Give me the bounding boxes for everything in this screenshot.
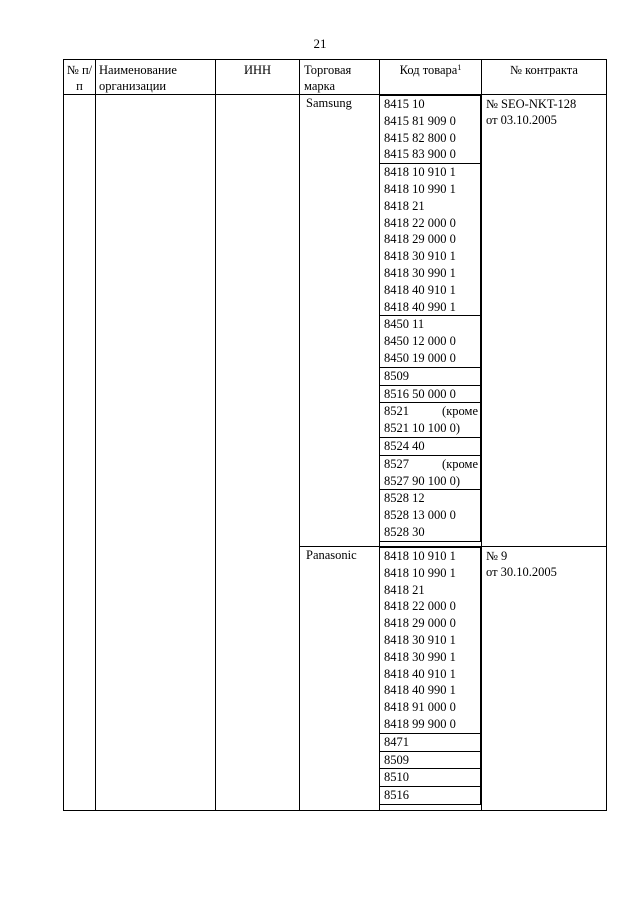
product-code: 8450 19 000 0 (384, 350, 456, 365)
product-code: 8418 22 000 0 (384, 599, 456, 614)
product-code: 8524 40 (384, 438, 425, 453)
product-code: 8528 13 000 0 (384, 508, 456, 523)
product-code: 8418 10 990 1 (384, 565, 456, 580)
code-group (379, 385, 481, 404)
code-group (379, 315, 481, 367)
product-code: 8521 10 100 0) (384, 421, 461, 436)
product-code: 8527 90 100 0) (384, 473, 461, 488)
product-code: 8418 10 910 1 (384, 549, 456, 563)
product-code: 8521 (кроме (384, 404, 478, 419)
contract-date: от 30.10.2005 (486, 565, 557, 579)
product-code: 8516 50 000 0 (384, 386, 456, 401)
code-group (379, 489, 481, 541)
product-code: 8418 30 910 1 (384, 249, 456, 264)
product-code: 8418 21 (384, 198, 425, 213)
contract-panasonic (486, 548, 596, 580)
header-contract: № контракта (510, 63, 578, 77)
code-group (379, 751, 481, 770)
code-group (379, 402, 481, 438)
product-code: 8418 10 990 1 (384, 181, 456, 196)
header-inn: ИНН (243, 63, 272, 77)
contract-date: от 03.10.2005 (486, 113, 557, 127)
product-code: 8415 83 900 0 (384, 147, 456, 162)
codes-samsung (379, 95, 481, 542)
page-number: 21 (313, 36, 327, 51)
code-group (379, 367, 481, 386)
product-code: 8418 40 990 1 (384, 299, 456, 314)
brand-samsung: Samsung (306, 96, 352, 110)
product-code: 8516 (384, 788, 409, 803)
product-code: 8450 12 000 0 (384, 334, 456, 349)
product-code: 8528 12 (384, 491, 425, 506)
product-code: 8415 10 (384, 97, 425, 111)
code-group (379, 768, 481, 787)
contract-number: № 9 (486, 549, 508, 563)
contract-number: № SEO-NKT-128 (486, 97, 577, 111)
product-code: 8418 21 (384, 582, 425, 597)
product-code: 8471 (384, 734, 409, 749)
code-group (379, 437, 481, 456)
header-code (380, 62, 481, 78)
product-code: 8418 91 000 0 (384, 700, 456, 715)
code-group (379, 547, 481, 734)
product-code: 8509 (384, 752, 409, 767)
code-group (379, 786, 481, 805)
code-group (379, 95, 481, 164)
product-code: 8510 (384, 770, 409, 785)
product-code: 8450 11 (384, 317, 425, 332)
header-num: № п/п (66, 63, 93, 93)
header-brand: Торговая марка (304, 63, 352, 93)
codes-panasonic (379, 547, 481, 805)
code-group (379, 733, 481, 752)
product-code: 8418 40 910 1 (384, 282, 456, 297)
contract-samsung (486, 96, 596, 128)
product-code: 8418 99 900 0 (384, 716, 456, 731)
product-code: 8418 30 990 1 (384, 649, 456, 664)
product-code: 8418 40 910 1 (384, 666, 456, 681)
product-code: 8509 (384, 368, 409, 383)
header-org: Наименование организации (99, 63, 177, 93)
product-code: 8418 10 910 1 (384, 165, 456, 180)
product-code: 8418 22 000 0 (384, 215, 456, 230)
footnote-marker: 1 (457, 63, 462, 72)
product-code: 8415 81 909 0 (384, 113, 456, 128)
header-code-label: Код товара (399, 63, 458, 77)
product-code: 8418 40 990 1 (384, 683, 456, 698)
brand-panasonic: Panasonic (306, 548, 357, 562)
product-code: 8418 30 990 1 (384, 265, 456, 280)
code-group (379, 455, 481, 491)
product-code: 8415 82 800 0 (384, 130, 456, 145)
product-code: 8418 30 910 1 (384, 632, 456, 647)
code-group (379, 163, 481, 316)
product-code: 8418 29 000 0 (384, 232, 456, 247)
product-code: 8528 30 (384, 524, 425, 539)
product-code: 8527 (кроме (384, 456, 478, 471)
product-code: 8418 29 000 0 (384, 616, 456, 631)
